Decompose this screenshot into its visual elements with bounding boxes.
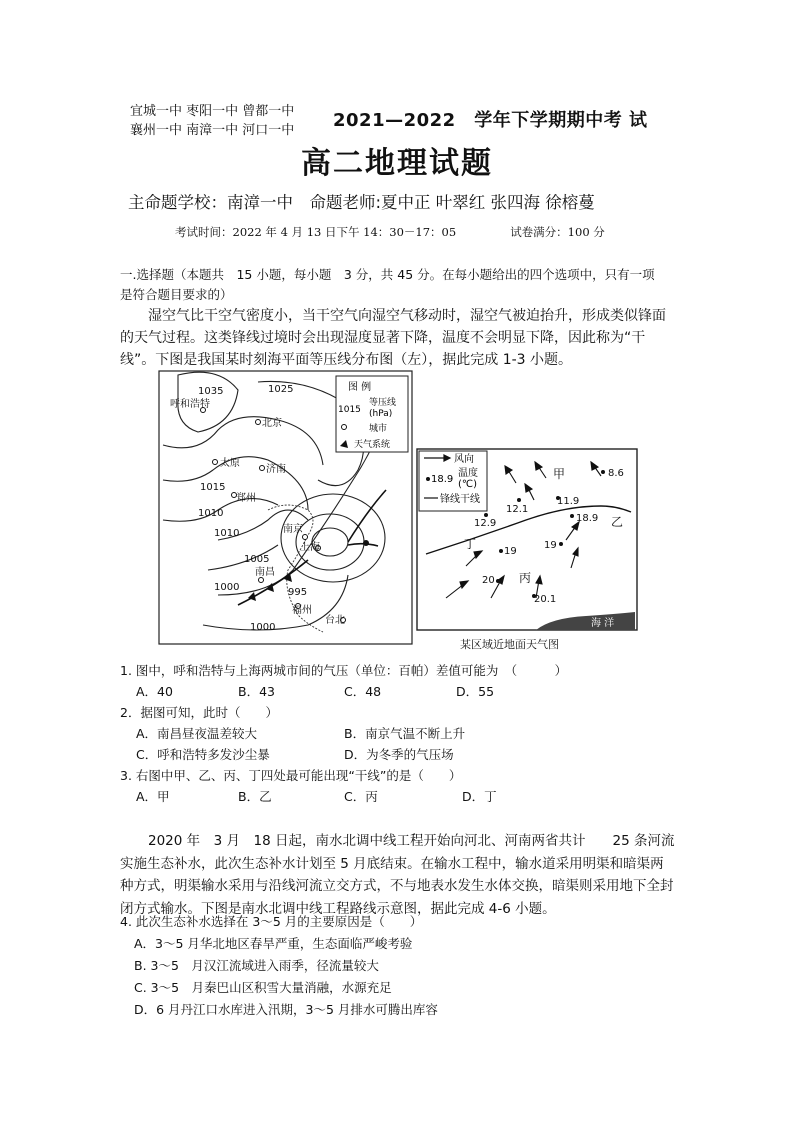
option: A．40 — [136, 684, 173, 699]
option: D．55 — [456, 684, 495, 699]
option: B. 3～5 月汉江流域进入雨季，径流量较大 — [134, 958, 379, 973]
city-label: 北京 — [262, 418, 282, 429]
option: B．南京气温不断上升 — [344, 726, 466, 741]
year-title: 2021—2022 学年下学期期中考 试 — [333, 110, 648, 131]
city-label: 福州 — [292, 605, 312, 616]
isobar-label: 1010 — [198, 508, 224, 519]
temp-reading: 19 — [544, 540, 557, 551]
legend-wind: 风向 — [454, 454, 474, 465]
temp-reading: 8.6 — [608, 468, 624, 479]
passage-paragraph: 2020 年 3 月 18 日起，南水北调中线工程开始向河北、河南两省共计 25 条河流实施生态补水，此次生态补水计划至 5 月底结束。在输水工程中，输水道采用明渠和暗渠两种方式，明渠输水采用与沿线河流立交方式，不与地表水发生水体交换，暗渠则采用地下全封闭方式输水。下图是南水北调中线工程路线示意图，据此完成 4-6 小题。 — [120, 833, 675, 917]
option: C．丙 — [344, 789, 378, 804]
legend-temp-sample: 18.9 — [431, 474, 454, 485]
option: A．甲 — [136, 789, 170, 804]
city-label: 郑州 — [236, 493, 256, 504]
option: C．48 — [344, 684, 382, 699]
temp-reading: 20.1 — [534, 594, 557, 605]
legend-temp-unit: (℃) — [458, 479, 478, 490]
city-label: 南昌 — [255, 567, 275, 578]
region-label-bing: 丙 — [519, 571, 532, 585]
question-1-options — [136, 682, 656, 702]
option: D．为冬季的气压场 — [344, 747, 454, 762]
school-list — [130, 102, 294, 140]
city-label: 太原 — [220, 458, 240, 469]
legend-weather: 天气系统 — [354, 440, 391, 450]
question-2-options — [136, 724, 656, 766]
question-2: 2．据图可知，此时（ ） — [120, 705, 278, 720]
isobar-label: 1035 — [198, 386, 224, 397]
school-line-1: 宜城一中 枣阳一中 曾都一中 — [130, 104, 295, 119]
option: A．3～5 月华北地区春旱严重，生态面临严峻考验 — [134, 936, 413, 951]
option: B．乙 — [238, 789, 272, 804]
exam-info — [175, 224, 605, 240]
option: D．丁 — [462, 789, 497, 804]
isobar-label: 995 — [288, 587, 308, 598]
legend-isobar-label: 等压线 — [369, 398, 397, 408]
legend-isobar-unit: (hPa) — [369, 409, 393, 419]
isobar-label: 1005 — [244, 554, 270, 565]
region-label-yi: 乙 — [611, 515, 624, 529]
question-4: 4. 此次生态补水选择在 3～5 月的主要原因是（ ） — [120, 914, 423, 929]
question-3-options — [136, 787, 656, 807]
author-line: 主命题学校：南漳一中 命题老师:夏中正 叶翠红 张四海 徐榕蔓 — [128, 193, 595, 212]
legend-isobar-value: 1015 — [338, 405, 361, 415]
temp-reading: 19 — [504, 546, 517, 557]
map-caption: 某区域近地面天气图 — [460, 638, 559, 651]
option: A．南昌昼夜温差较大 — [136, 726, 258, 741]
legend-title: 图 例 — [348, 382, 372, 393]
region-label-ding: 丁 — [464, 537, 477, 551]
option: C. 3～5 月秦巴山区积雪大量消融，水源充足 — [134, 980, 392, 995]
exam-time: 考试时间：2022 年 4 月 13 日下午 14：30－17：05 — [175, 225, 457, 239]
legend-temp-label: 温度 — [458, 468, 478, 479]
city-label: 济南 — [266, 464, 286, 475]
temp-reading: 20 — [482, 575, 495, 586]
city-label: 呼和浩特 — [170, 399, 210, 410]
surface-weather-map — [416, 448, 640, 632]
temp-reading: 18.9 — [576, 513, 599, 524]
intro-paragraph: 湿空气比干空气密度小，当干空气向湿空气移动时，湿空气被迫抬升，形成类似锋面的天气过程。这类锋线过境时会出现湿度显著下降，温度不会明显下降，因此称为“干线”。下图是我国某时刻海平面等压线分布图（左），据此完成 1-3 小题。 — [120, 308, 666, 368]
isobar-label: 1000 — [214, 582, 240, 593]
question-3: 3. 右图中甲、乙、丙、丁四处最可能出现“干线”的是（ ） — [120, 768, 462, 783]
region-label-jia: 甲 — [553, 467, 566, 481]
legend-dryline: 锋线干线 — [440, 494, 480, 505]
temp-reading: 12.1 — [506, 504, 529, 515]
isobar-label: 1000 — [250, 622, 276, 633]
school-line-2: 襄州一中 南漳一中 河口一中 — [130, 123, 295, 138]
question-4-options — [134, 934, 674, 1024]
full-score: 试卷满分：100 分 — [510, 225, 605, 239]
ocean-label: 海 洋 — [591, 618, 615, 629]
option: B．43 — [238, 684, 275, 699]
city-label: 上海 — [300, 542, 320, 553]
legend-city: 城市 — [369, 424, 388, 434]
city-label: 台北 — [325, 615, 345, 626]
question-1: 1. 图中，呼和浩特与上海两城市间的气压（单位：百帕）差值可能为 （ ） — [120, 663, 568, 678]
map-legend — [336, 376, 408, 452]
option: C．呼和浩特多发沙尘暴 — [136, 747, 270, 762]
isobar-label: 1015 — [200, 482, 226, 493]
isobar-label: 1025 — [268, 384, 294, 395]
temp-reading: 11.9 — [557, 496, 580, 507]
city-label: 南京 — [283, 524, 303, 535]
page-title: 高二地理试题 — [301, 146, 493, 181]
temp-reading: 12.9 — [474, 518, 497, 529]
isobar-map — [158, 370, 414, 646]
section-heading: 一.选择题（本题共 15 小题，每小题 3 分，共 45 分。在每小题给出的四个选项中，只有一项是符合题目要求的） — [120, 267, 655, 302]
option: D．6 月丹江口水库进入汛期，3～5 月排水可腾出库容 — [134, 1002, 438, 1017]
isobar-label: 1010 — [214, 528, 240, 539]
